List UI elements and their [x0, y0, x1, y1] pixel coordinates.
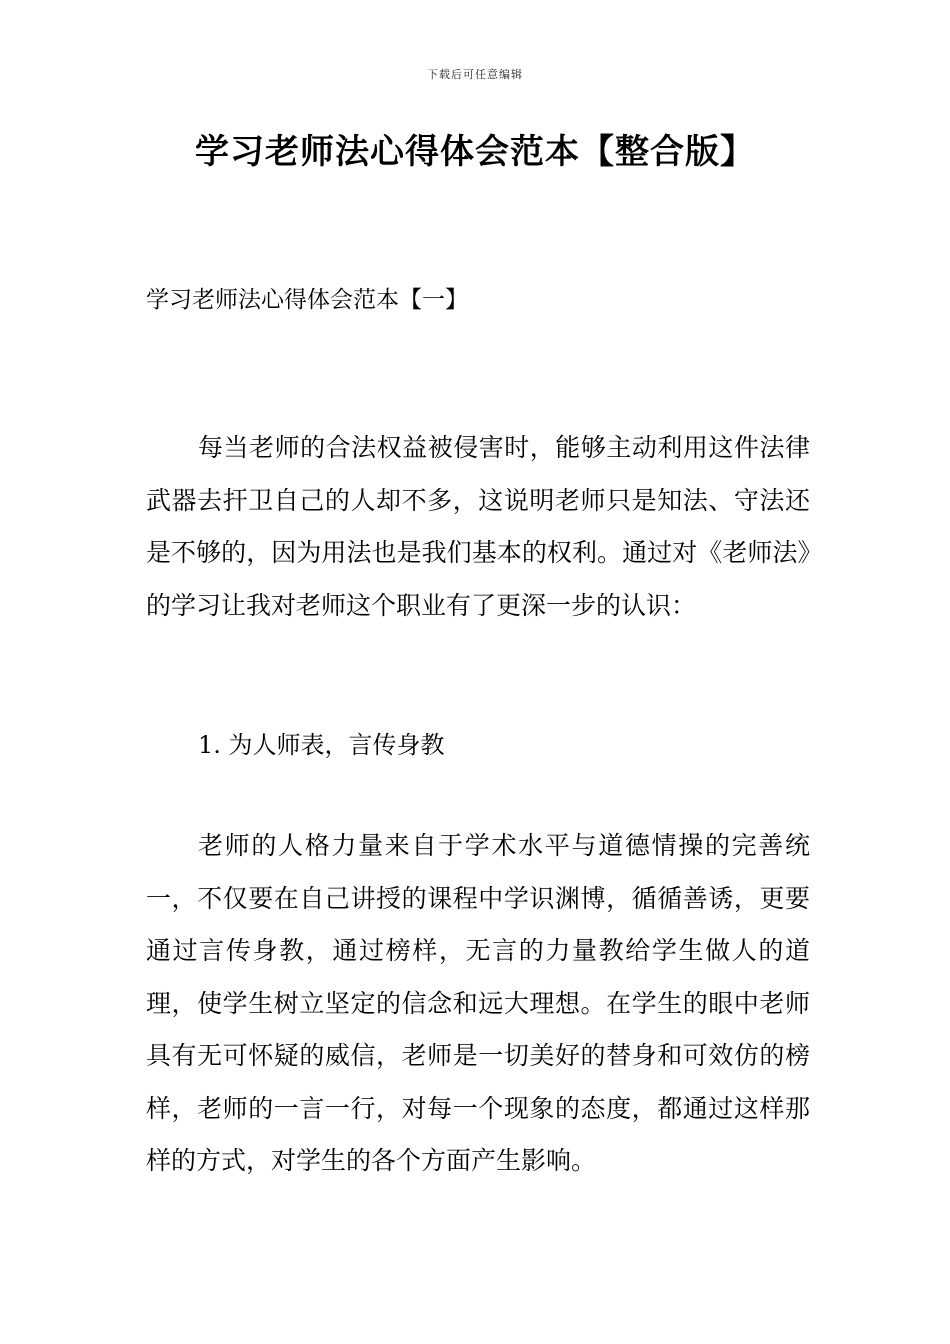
list-item-heading: 1. 为人师表，言传身教: [198, 731, 445, 759]
header-note: 下载后可任意编辑: [427, 68, 523, 81]
body-paragraph-1: 每当老师的合法权益被侵害时，能够主动利用这件法律武器去扞卫自己的人却不多，这说明老师只是知法、守法还是不够的，因为用法也是我们基本的权利。通过对《老师法》的学习让我对老师这个职业有了更深一步的认识：: [146, 433, 810, 620]
document-title: 学习老师法心得体会范本【整合版】: [195, 132, 755, 172]
body-paragraph-2: 老师的人格力量来自于学术水平与道德情操的完善统一，不仅要在自己讲授的课程中学识渊博，循循善诱，更要通过言传身教，通过榜样，无言的力量教给学生做人的道理，使学生树立坚定的信念和远大理想。在学生的眼中老师具有无可怀疑的威信，老师是一切美好的替身和可效仿的榜样，老师的一言一行，对每一个现象的态度，都通过这样那样的方式，对学生的各个方面产生影响。: [146, 831, 810, 1175]
section-heading: 学习老师法心得体会范本【一】: [146, 287, 468, 313]
